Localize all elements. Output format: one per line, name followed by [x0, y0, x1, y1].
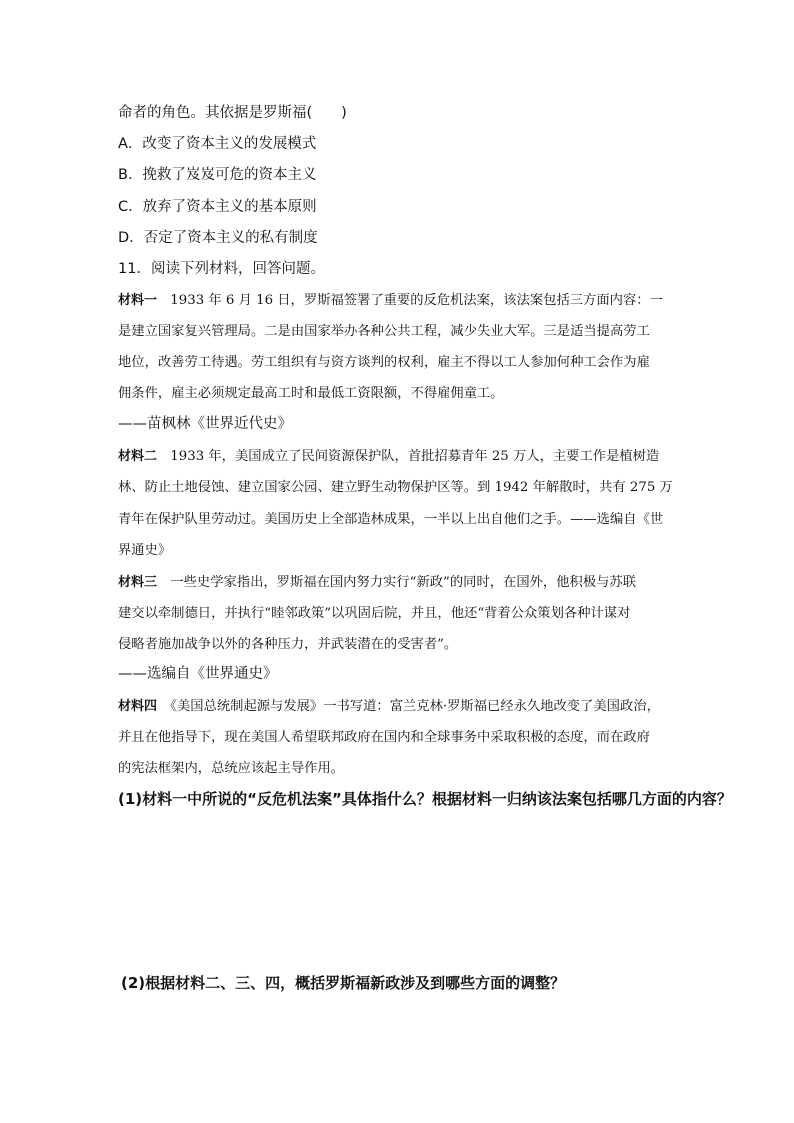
material-label: 材料三	[118, 575, 158, 590]
material-3-line-3: 侵略者施加战争以外的各种压力，并武装潜在的受害者”。	[118, 637, 458, 652]
option-c: C．放弃了资本主义的基本原则	[118, 199, 317, 215]
option-b: B．挽救了岌岌可危的资本主义	[118, 167, 317, 183]
material-2-line-2: 林、防止土地侵蚀、建立国家公园、建立野生动物保护区等。到 1942 年解散时，共有 275 万	[118, 480, 673, 495]
sub-question-2: (2)根据材料二、三、四，概括罗斯福新政涉及到哪些方面的调整？	[121, 974, 566, 992]
material-3-source: ——选编自《世界通史》	[118, 666, 278, 682]
question-10-stem-end: 命者的角色。其依据是罗斯福( )	[118, 105, 347, 121]
material-4-line-2: 并且在他指导下，现在美国人希望联邦政府在国内和全球事务中采取积极的态度，而在政府	[118, 730, 650, 745]
option-a: A．改变了资本主义的发展模式	[118, 136, 317, 152]
material-3-line-1: 材料三 一些史学家指出，罗斯福在国内努力实行“新政”的同时，在国外，他积极与苏联	[118, 575, 637, 590]
option-d: D．否定了资本主义的私有制度	[118, 230, 318, 246]
material-2-line-1: 材料二 1933 年，美国成立了民间资源保护队，首批招募青年 25 万人，主要工作是植树造	[118, 449, 660, 464]
material-2-line-4: 界通史》	[118, 543, 172, 558]
material-label: 材料四	[118, 699, 158, 714]
sub-question-1: (1)材料一中所说的“反危机法案”具体指什么？根据材料一归纳该法案包括哪几方面的内容？	[118, 790, 732, 808]
material-1-line-4: 佣条件，雇主必须规定最高工时和最低工资限额，不得雇佣童工。	[118, 386, 504, 401]
material-2-line-3: 青年在保护队里劳动过。美国历史上全部造林成果，一半以上出自他们之手。——选编自《世	[118, 512, 664, 527]
material-1-line-2: 是建立国家复兴管理局。二是由国家举办各种公共工程，减少失业大军。三是适当提高劳工	[118, 324, 650, 339]
material-4-line-3: 的宪法框架内，总统应该起主导作用。	[118, 761, 345, 776]
material-label: 材料一	[118, 293, 158, 308]
material-3-line-2: 建交以牵制德日，并执行“睦邻政策”以巩固后院，并且，他还“背着公众策划各种计谋对	[118, 606, 631, 621]
material-1-source: ——苗枫林《世界近代史》	[118, 416, 292, 432]
material-1-line-3: 地位，改善劳工待遇。劳工组织有与资方谈判的权利，雇主不得以工人参加何种工会作为雇	[118, 355, 650, 370]
material-1-line-1: 材料一 1933 年 6 月 16 日，罗斯福签署了重要的反危机法案，该法案包括三方面内容：一	[118, 293, 663, 308]
material-label: 材料二	[118, 449, 158, 464]
material-4-line-1: 材料四 《美国总统制起源与发展》一书写道：富兰克林·罗斯福已经永久地改变了美国政治，	[118, 699, 660, 714]
question-11-title: 11．阅读下列材料，回答问题。	[118, 261, 325, 277]
